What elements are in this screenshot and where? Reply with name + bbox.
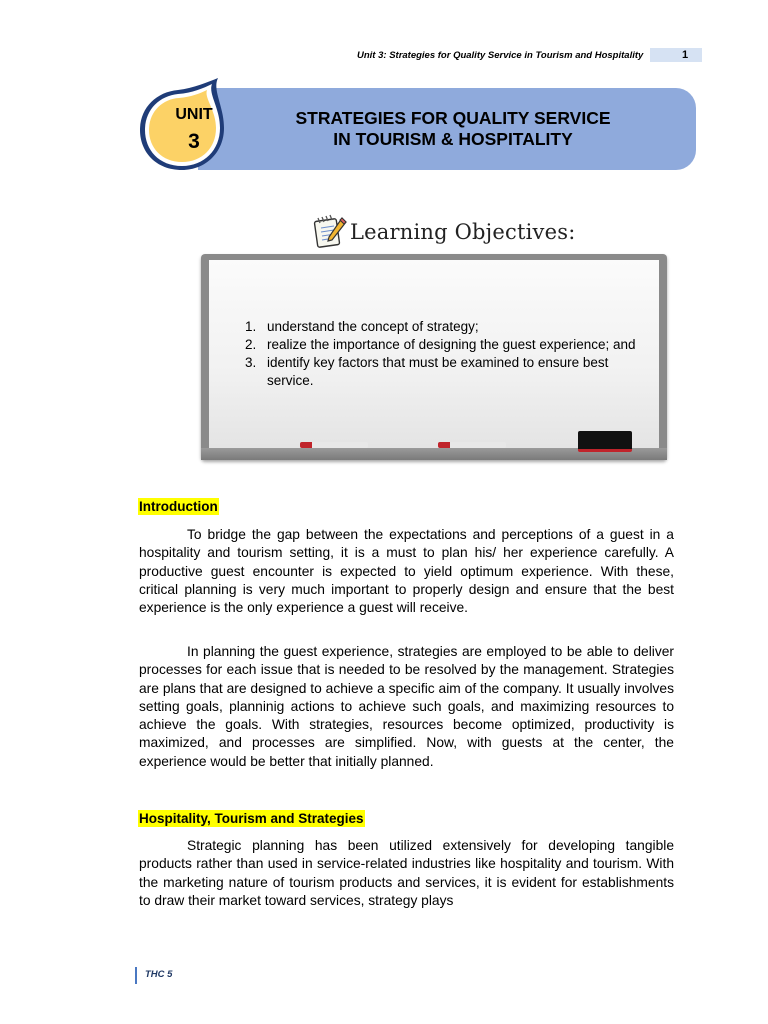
- hospitality-heading: Hospitality, Tourism and Strategies: [139, 811, 364, 826]
- introduction-heading: Introduction: [139, 499, 218, 514]
- unit-title-line-1: STRATEGIES FOR QUALITY SERVICE: [295, 108, 611, 128]
- unit-title: [198, 108, 708, 150]
- footer-divider: [135, 967, 137, 984]
- footer-course-code: THC 5: [145, 969, 173, 980]
- notepad-pencil-icon: [312, 214, 348, 250]
- page-number: 1: [650, 48, 702, 62]
- introduction-paragraph-2: In planning the guest experience, strategies are employed to be able to deliver processes for each issue that is needed to be resolved by the management. Strategies are plans that are designed to achieve a specific aim of the company. It usually involves setting goals, planninig actions to achieve such goals, and maximizing resources to achieve the goals. With strategies, resources become optimized, productivity is maximized, and processes are simplified. Now, with guests at the center, the experience would be better that initially planned.: [139, 644, 674, 769]
- objective-item: 2. realize the importance of designing the guest experience; and: [245, 337, 636, 352]
- objective-item: 1. understand the concept of strategy;: [245, 319, 479, 334]
- eraser-icon: [578, 431, 632, 452]
- unit-title-line-2: IN TOURISM & HOSPITALITY: [333, 129, 573, 149]
- unit-label: UNIT: [175, 106, 213, 123]
- marker-icon: [300, 442, 368, 448]
- hospitality-paragraph-1: Strategic planning has been utilized extensively for developing tangible products rather than used in service-related industries like hospitality and tourism. With the marketing nature of tourism products and services, it is evident for establishments to draw their market toward services, strategy plays: [139, 838, 674, 908]
- learning-objectives-title: Learning Objectives:: [350, 220, 576, 244]
- running-header-title: Unit 3: Strategies for Quality Service in Tourism and Hospitality: [357, 50, 644, 61]
- introduction-paragraph-1: To bridge the gap between the expectations and perceptions of a guest in a hospitality and tourism setting, it is a must to plan his/ her experience carefully. A productive guest encounter is expected to yield optimum experience. With these, critical planning is very much important to properly design and ensure that the best experience is the only experience a guest will receive.: [139, 527, 674, 616]
- marker-icon: [438, 442, 506, 448]
- unit-number: 3: [188, 130, 200, 153]
- objectives-list: [245, 318, 645, 390]
- objective-item: 3. identify key factors that must be examined to ensure best service.: [245, 355, 609, 388]
